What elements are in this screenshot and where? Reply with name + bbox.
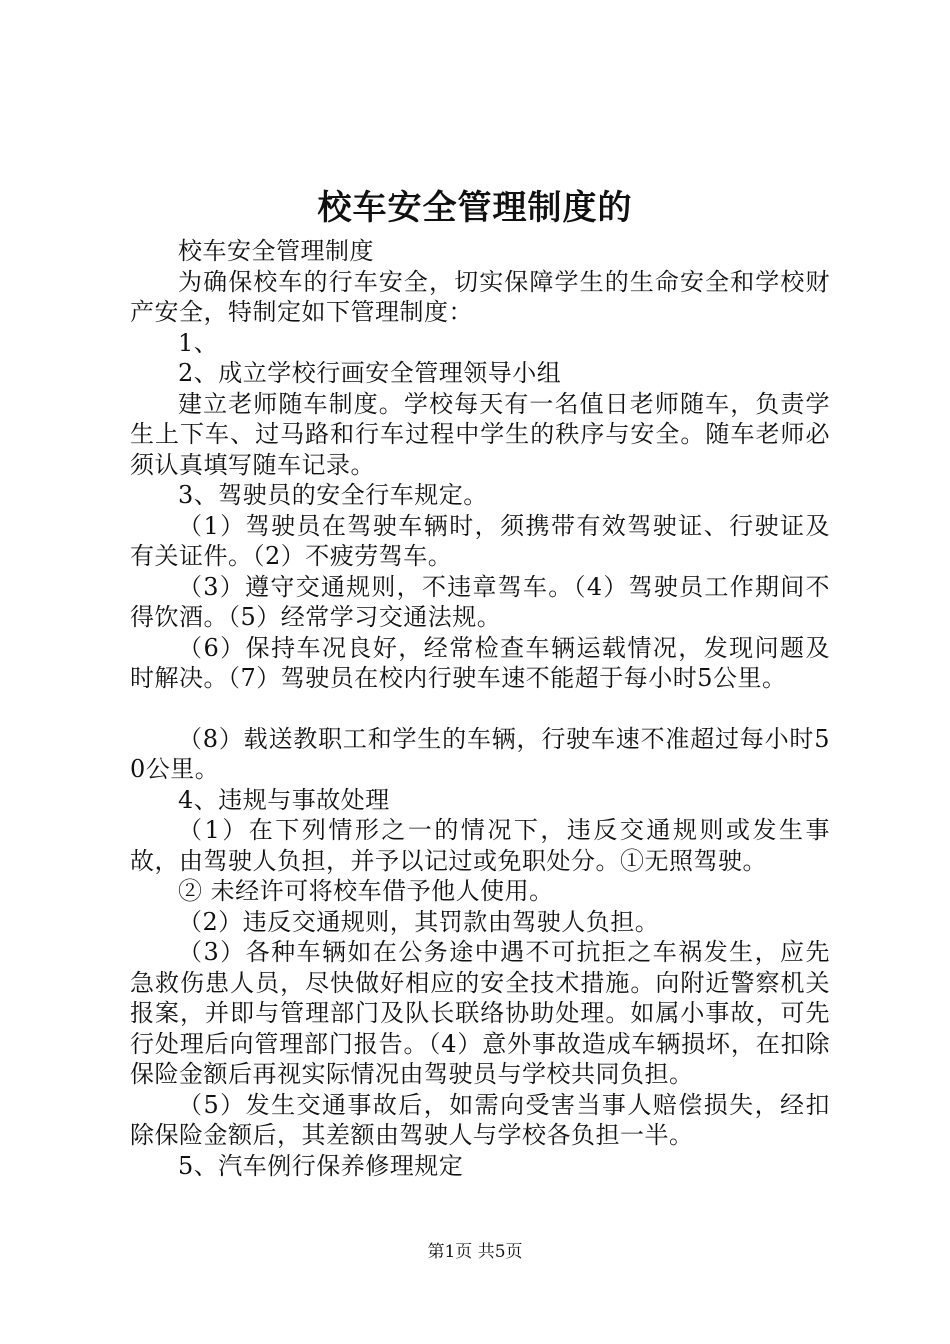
paragraph-violation-2: （2）违反交通规则，其罚款由驾驶人负担。 <box>178 907 660 936</box>
paragraph-item-2: 2、成立学校行画安全管理领导小组 <box>178 359 562 387</box>
document-body <box>130 236 830 1181</box>
document-title: 校车安全管理制度的 <box>317 188 633 228</box>
paragraph-violation-1: （1）在下列情形之一的情况下，违反交通规则或发生事故，由驾驶人负担，并予以记过或免职处分。①无照驾驶。 <box>130 816 830 875</box>
paragraph-intro: 为确保校车的行车安全，切实保障学生的生命安全和学校财产安全，特制定如下管理制度： <box>130 267 830 326</box>
paragraph-rule-3-5: （3）遵守交通规则，不违章驾车。（4）驾驶员工作期间不得饮酒。（5）经常学习交通法规。 <box>130 572 830 631</box>
paragraph-violation-3-4: （3）各种车辆如在公务途中遇不可抗拒之车祸发生，应先急救伤患人员，尽快做好相应的安全技术措施。向附近警察机关报案，并即与管理部门及队长联络协助处理。如属小事故，可先行处理后向管理部门报告。（4）意外事故造成车辆损坏，在扣除保险金额后再视实际情况由驾驶员与学校共同负担。 <box>130 938 830 1088</box>
paragraph-item-1: 1、 <box>178 328 219 357</box>
paragraph-teacher-escort: 建立老师随车制度。学校每天有一名值日老师随车，负责学生上下车、过马路和行车过程中学生的秩序与安全。随车老师必须认真填写随车记录。 <box>130 389 830 479</box>
paragraph-rule-1-2: （1）驾驶员在驾驶车辆时，须携带有效驾驶证、行驶证及有关证件。（2）不疲劳驾车。 <box>130 511 830 570</box>
paragraph-violation-lend: ② 未经许可将校车借予他人使用。 <box>178 877 554 905</box>
paragraph-item-5: 5、汽车例行保养修理规定 <box>178 1151 464 1180</box>
paragraph-item-4: 4、违规与事故处理 <box>178 785 390 814</box>
paragraph-heading: 校车安全管理制度 <box>178 237 374 265</box>
paragraph-rule-6-7: （6）保持车况良好，经常检查车辆运载情况，发现问题及时解决。（7）驾驶员在校内行驶车速不能超于每小时5公里。 <box>130 633 830 692</box>
paragraph-item-3: 3、驾驶员的安全行车规定。 <box>178 481 488 509</box>
page-footer: 第1页 共5页 <box>427 1242 523 1262</box>
paragraph-violation-5: （5）发生交通事故后，如需向受害当事人赔偿损失，经扣除保险金额后，其差额由驾驶人与学校各负担一半。 <box>130 1090 830 1149</box>
paragraph-rule-8: （8）载送教职工和学生的车辆，行驶车速不准超过每小时50公里。 <box>130 724 830 783</box>
